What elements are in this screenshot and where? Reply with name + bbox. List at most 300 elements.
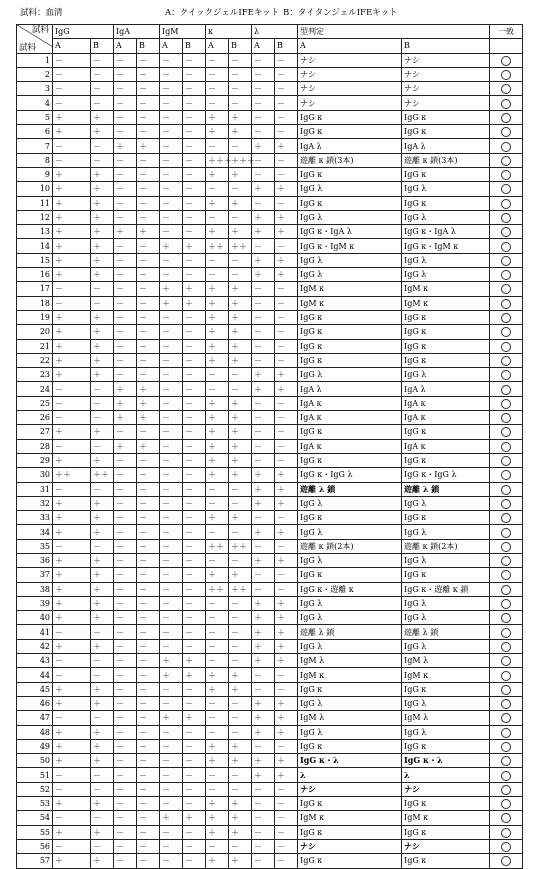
- marker-cell: ＋: [114, 139, 137, 153]
- marker-cell: ＋: [53, 496, 91, 510]
- sub-kappa-a: A: [206, 39, 229, 53]
- sample-number: 41: [17, 625, 53, 639]
- sample-number: 13: [17, 225, 53, 239]
- marker-cell: －: [137, 153, 160, 167]
- agreement-cell: [490, 654, 523, 668]
- marker-cell: ＋: [137, 139, 160, 153]
- agreement-cell: [490, 268, 523, 282]
- marker-cell: －: [114, 182, 137, 196]
- marker-cell: －: [114, 425, 137, 439]
- type-a-cell: IgG κ・IgA λ: [298, 225, 402, 239]
- marker-cell: －: [252, 825, 275, 839]
- marker-cell: －: [114, 253, 137, 267]
- marker-cell: ＋: [229, 167, 252, 181]
- agreement-cell: [490, 411, 523, 425]
- marker-cell: ＋: [252, 139, 275, 153]
- type-b-cell: IgG κ: [402, 568, 490, 582]
- marker-cell: －: [137, 754, 160, 768]
- sample-number: 6: [17, 125, 53, 139]
- sample-number: 21: [17, 339, 53, 353]
- agreement-circle-icon: [501, 556, 511, 566]
- type-b-cell: ナシ: [402, 67, 490, 81]
- marker-cell: －: [275, 582, 298, 596]
- marker-cell: ＋: [252, 210, 275, 224]
- marker-cell: ＋: [252, 382, 275, 396]
- agreement-circle-icon: [501, 513, 511, 523]
- table-row: [17, 782, 523, 796]
- marker-cell: －: [229, 725, 252, 739]
- marker-cell: ＋: [252, 553, 275, 567]
- marker-cell: －: [137, 797, 160, 811]
- marker-cell: ＋: [137, 225, 160, 239]
- sample-number: 47: [17, 711, 53, 725]
- marker-cell: －: [160, 468, 183, 482]
- type-a-cell: IgM λ: [298, 654, 402, 668]
- marker-cell: －: [160, 596, 183, 610]
- marker-cell: ＋: [206, 225, 229, 239]
- marker-cell: －: [183, 553, 206, 567]
- sub-igm-b: B: [183, 39, 206, 53]
- header-kappa: κ: [206, 25, 252, 39]
- marker-cell: ＋: [206, 425, 229, 439]
- marker-cell: －: [160, 754, 183, 768]
- marker-cell: ＋: [206, 125, 229, 139]
- marker-cell: －: [206, 53, 229, 67]
- agreement-circle-icon: [501, 570, 511, 580]
- marker-cell: －: [183, 125, 206, 139]
- marker-cell: －: [183, 411, 206, 425]
- type-b-cell: IgG λ: [402, 253, 490, 267]
- marker-cell: ＋: [275, 596, 298, 610]
- marker-cell: －: [53, 282, 91, 296]
- marker-cell: －: [137, 596, 160, 610]
- marker-cell: ＋: [91, 196, 114, 210]
- marker-cell: －: [114, 711, 137, 725]
- agreement-cell: [490, 96, 523, 110]
- agreement-cell: [490, 797, 523, 811]
- sample-number: 52: [17, 782, 53, 796]
- marker-cell: ＋: [53, 239, 91, 253]
- agreement-cell: [490, 696, 523, 710]
- type-a-cell: IgG κ: [298, 110, 402, 124]
- marker-cell: －: [183, 754, 206, 768]
- agreement-circle-icon: [501, 156, 511, 166]
- marker-cell: ＋: [252, 725, 275, 739]
- marker-cell: ＋: [252, 596, 275, 610]
- type-a-cell: IgM κ: [298, 282, 402, 296]
- marker-cell: ＋: [275, 225, 298, 239]
- type-b-cell: IgG κ: [402, 196, 490, 210]
- agreement-circle-icon: [501, 227, 511, 237]
- marker-cell: －: [137, 639, 160, 653]
- marker-cell: －: [53, 768, 91, 782]
- marker-cell: －: [137, 696, 160, 710]
- marker-cell: ＋: [275, 553, 298, 567]
- marker-cell: ＋: [160, 239, 183, 253]
- sub-iga-b: B: [137, 39, 160, 53]
- sample-number: 1: [17, 53, 53, 67]
- marker-cell: －: [91, 782, 114, 796]
- marker-cell: －: [160, 96, 183, 110]
- marker-cell: －: [53, 139, 91, 153]
- agreement-circle-icon: [501, 470, 511, 480]
- marker-cell: ＋: [53, 639, 91, 653]
- marker-cell: ＋: [53, 110, 91, 124]
- agreement-circle-icon: [501, 542, 511, 552]
- marker-cell: －: [206, 611, 229, 625]
- marker-cell: ＋: [206, 296, 229, 310]
- sample-number: 10: [17, 182, 53, 196]
- marker-cell: ＋: [206, 411, 229, 425]
- sample-number: 37: [17, 568, 53, 582]
- marker-cell: ＋: [137, 439, 160, 453]
- marker-cell: ＋: [206, 825, 229, 839]
- marker-cell: －: [275, 797, 298, 811]
- marker-cell: －: [91, 625, 114, 639]
- marker-cell: －: [160, 325, 183, 339]
- table-row: [17, 568, 523, 582]
- marker-cell: －: [252, 568, 275, 582]
- type-b-cell: IgA κ: [402, 396, 490, 410]
- marker-cell: ＋: [183, 654, 206, 668]
- marker-cell: －: [160, 725, 183, 739]
- marker-cell: ＋: [229, 339, 252, 353]
- marker-cell: －: [137, 482, 160, 496]
- marker-cell: －: [229, 696, 252, 710]
- marker-cell: ＋: [275, 268, 298, 282]
- marker-cell: ＋: [183, 668, 206, 682]
- sample-number: 33: [17, 511, 53, 525]
- agreement-cell: [490, 582, 523, 596]
- marker-cell: －: [53, 711, 91, 725]
- agreement-cell: [490, 396, 523, 410]
- marker-cell: －: [114, 296, 137, 310]
- agreement-circle-icon: [501, 685, 511, 695]
- marker-cell: －: [183, 368, 206, 382]
- marker-cell: ＋: [91, 368, 114, 382]
- marker-cell: －: [206, 182, 229, 196]
- type-b-cell: IgG κ: [402, 453, 490, 467]
- marker-cell: －: [114, 210, 137, 224]
- marker-cell: －: [275, 53, 298, 67]
- marker-cell: －: [183, 625, 206, 639]
- agreement-circle-icon: [501, 270, 511, 280]
- type-b-cell: IgG λ: [402, 525, 490, 539]
- agreement-circle-icon: [501, 671, 511, 681]
- marker-cell: －: [183, 268, 206, 282]
- agreement-circle-icon: [501, 499, 511, 509]
- marker-cell: －: [229, 268, 252, 282]
- sample-number: 24: [17, 382, 53, 396]
- table-row: [17, 153, 523, 167]
- sample-number: 17: [17, 282, 53, 296]
- marker-cell: －: [137, 468, 160, 482]
- marker-cell: －: [137, 568, 160, 582]
- marker-cell: －: [229, 368, 252, 382]
- marker-cell: －: [114, 482, 137, 496]
- marker-cell: ＋: [53, 553, 91, 567]
- marker-cell: ＋: [206, 110, 229, 124]
- table-row: [17, 682, 523, 696]
- marker-cell: －: [252, 668, 275, 682]
- marker-cell: －: [183, 67, 206, 81]
- type-a-cell: IgG κ: [298, 425, 402, 439]
- marker-cell: －: [275, 296, 298, 310]
- table-row: [17, 396, 523, 410]
- marker-cell: －: [114, 511, 137, 525]
- marker-cell: －: [206, 696, 229, 710]
- type-b-cell: IgG λ: [402, 725, 490, 739]
- agreement-circle-icon: [501, 599, 511, 609]
- marker-cell: ＋: [252, 225, 275, 239]
- agreement-cell: [490, 511, 523, 525]
- marker-cell: ＋: [53, 525, 91, 539]
- results-table: [16, 24, 523, 869]
- agreement-cell: [490, 253, 523, 267]
- type-a-cell: 遊離 κ 鎖(3本): [298, 153, 402, 167]
- marker-cell: －: [275, 739, 298, 753]
- marker-cell: ＋: [114, 439, 137, 453]
- marker-cell: ＋: [137, 382, 160, 396]
- type-b-cell: IgG λ: [402, 696, 490, 710]
- table-row: [17, 768, 523, 782]
- marker-cell: －: [275, 439, 298, 453]
- marker-cell: ＋: [91, 682, 114, 696]
- marker-cell: ＋: [91, 596, 114, 610]
- marker-cell: －: [229, 482, 252, 496]
- table-row: [17, 296, 523, 310]
- marker-cell: －: [252, 739, 275, 753]
- marker-cell: ＋: [275, 468, 298, 482]
- marker-cell: ＋: [53, 325, 91, 339]
- marker-cell: －: [53, 439, 91, 453]
- marker-cell: －: [53, 668, 91, 682]
- marker-cell: －: [137, 854, 160, 868]
- table-row: [17, 339, 523, 353]
- marker-cell: ＋: [53, 339, 91, 353]
- marker-cell: －: [183, 382, 206, 396]
- marker-cell: －: [137, 310, 160, 324]
- marker-cell: ＋: [206, 196, 229, 210]
- marker-cell: ＋: [91, 639, 114, 653]
- marker-cell: －: [229, 839, 252, 853]
- marker-cell: ＋: [275, 625, 298, 639]
- marker-cell: －: [252, 511, 275, 525]
- type-b-cell: IgA λ: [402, 382, 490, 396]
- marker-cell: －: [183, 639, 206, 653]
- sample-number: 44: [17, 668, 53, 682]
- marker-cell: －: [160, 825, 183, 839]
- table-row: [17, 353, 523, 367]
- type-b-cell: 遊離 λ 鎖: [402, 482, 490, 496]
- marker-cell: －: [275, 396, 298, 410]
- marker-cell: －: [252, 296, 275, 310]
- marker-cell: －: [160, 139, 183, 153]
- marker-cell: ＋: [137, 396, 160, 410]
- marker-cell: －: [183, 353, 206, 367]
- agreement-cell: [490, 382, 523, 396]
- type-a-cell: IgG κ: [298, 825, 402, 839]
- agreement-cell: [490, 310, 523, 324]
- table-row: [17, 139, 523, 153]
- marker-cell: －: [114, 639, 137, 653]
- marker-cell: －: [183, 225, 206, 239]
- marker-cell: －: [252, 411, 275, 425]
- marker-cell: －: [275, 125, 298, 139]
- marker-cell: ＋: [91, 453, 114, 467]
- sample-number: 29: [17, 453, 53, 467]
- type-a-cell: IgG λ: [298, 611, 402, 625]
- marker-cell: －: [91, 439, 114, 453]
- agreement-circle-icon: [501, 284, 511, 294]
- marker-cell: ＋: [91, 325, 114, 339]
- agreement-cell: [490, 468, 523, 482]
- type-b-cell: IgA κ: [402, 411, 490, 425]
- marker-cell: －: [137, 368, 160, 382]
- marker-cell: －: [114, 539, 137, 553]
- agreement-cell: [490, 668, 523, 682]
- marker-cell: －: [137, 325, 160, 339]
- type-b-cell: IgG κ: [402, 325, 490, 339]
- agreement-cell: [490, 711, 523, 725]
- agreement-cell: [490, 854, 523, 868]
- sample-number: 30: [17, 468, 53, 482]
- marker-cell: －: [229, 67, 252, 81]
- marker-cell: ＋: [91, 253, 114, 267]
- agreement-circle-icon: [501, 213, 511, 223]
- marker-cell: ＋: [229, 310, 252, 324]
- agreement-circle-icon: [501, 813, 511, 823]
- marker-cell: ＋: [229, 125, 252, 139]
- marker-cell: －: [160, 839, 183, 853]
- table-row: [17, 825, 523, 839]
- sample-number: 8: [17, 153, 53, 167]
- marker-cell: －: [252, 854, 275, 868]
- marker-cell: ＋: [275, 253, 298, 267]
- table-row: [17, 282, 523, 296]
- marker-cell: －: [183, 82, 206, 96]
- type-a-cell: IgG λ: [298, 696, 402, 710]
- type-a-cell: IgM κ: [298, 811, 402, 825]
- marker-cell: －: [114, 468, 137, 482]
- type-b-cell: IgG λ: [402, 596, 490, 610]
- agreement-cell: [490, 682, 523, 696]
- marker-cell: －: [229, 654, 252, 668]
- marker-cell: －: [160, 411, 183, 425]
- type-b-cell: ナシ: [402, 96, 490, 110]
- marker-cell: －: [53, 82, 91, 96]
- marker-cell: －: [91, 411, 114, 425]
- marker-cell: ＋: [229, 425, 252, 439]
- table-row: [17, 268, 523, 282]
- agreement-cell: [490, 768, 523, 782]
- type-a-cell: IgG λ: [298, 210, 402, 224]
- marker-cell: －: [183, 196, 206, 210]
- marker-cell: －: [91, 811, 114, 825]
- marker-cell: －: [114, 654, 137, 668]
- marker-cell: －: [183, 482, 206, 496]
- agreement-cell: [490, 525, 523, 539]
- marker-cell: －: [183, 768, 206, 782]
- marker-cell: ＋: [252, 496, 275, 510]
- marker-cell: －: [91, 296, 114, 310]
- marker-cell: －: [160, 368, 183, 382]
- marker-cell: －: [137, 782, 160, 796]
- marker-cell: ＋: [53, 167, 91, 181]
- marker-cell: ＋: [252, 639, 275, 653]
- marker-cell: ＋: [229, 296, 252, 310]
- marker-cell: ＋: [206, 668, 229, 682]
- sample-number: 11: [17, 196, 53, 210]
- marker-cell: －: [206, 382, 229, 396]
- marker-cell: －: [229, 553, 252, 567]
- marker-cell: ＋: [229, 754, 252, 768]
- agreement-circle-icon: [501, 613, 511, 623]
- marker-cell: －: [206, 654, 229, 668]
- table-row: [17, 110, 523, 124]
- sub-type-a: A: [298, 39, 402, 53]
- marker-cell: －: [137, 539, 160, 553]
- type-b-cell: ナシ: [402, 839, 490, 853]
- table-row: [17, 53, 523, 67]
- marker-cell: －: [275, 511, 298, 525]
- table-row: [17, 439, 523, 453]
- marker-cell: ＋: [275, 654, 298, 668]
- agreement-circle-icon: [501, 728, 511, 738]
- marker-cell: ＋: [53, 268, 91, 282]
- marker-cell: －: [137, 67, 160, 81]
- marker-cell: －: [252, 110, 275, 124]
- results-table-container: [16, 24, 522, 866]
- marker-cell: －: [160, 182, 183, 196]
- marker-cell: ＋: [229, 110, 252, 124]
- marker-cell: －: [137, 682, 160, 696]
- marker-cell: －: [275, 854, 298, 868]
- marker-cell: ＋: [91, 696, 114, 710]
- marker-cell: －: [137, 453, 160, 467]
- table-row: [17, 210, 523, 224]
- marker-cell: －: [137, 182, 160, 196]
- marker-cell: －: [137, 239, 160, 253]
- type-a-cell: 遊離 λ 鎖: [298, 625, 402, 639]
- marker-cell: ＋: [229, 325, 252, 339]
- type-b-cell: IgG κ: [402, 511, 490, 525]
- agreement-cell: [490, 811, 523, 825]
- type-a-cell: IgG λ: [298, 553, 402, 567]
- marker-cell: －: [137, 625, 160, 639]
- marker-cell: ＋: [91, 239, 114, 253]
- marker-cell: －: [206, 482, 229, 496]
- marker-cell: －: [114, 825, 137, 839]
- type-a-cell: IgG κ: [298, 353, 402, 367]
- marker-cell: ＋: [91, 582, 114, 596]
- table-row: [17, 82, 523, 96]
- type-a-cell: IgG κ: [298, 325, 402, 339]
- marker-cell: －: [252, 67, 275, 81]
- sample-number: 50: [17, 754, 53, 768]
- type-b-cell: IgM λ: [402, 711, 490, 725]
- header-row-groups: [17, 25, 523, 39]
- agreement-circle-icon: [501, 184, 511, 194]
- marker-cell: ＋: [91, 797, 114, 811]
- marker-cell: ＋: [275, 139, 298, 153]
- marker-cell: －: [252, 125, 275, 139]
- marker-cell: ＋: [252, 711, 275, 725]
- marker-cell: －: [91, 382, 114, 396]
- marker-cell: －: [160, 682, 183, 696]
- type-a-cell: IgM κ: [298, 668, 402, 682]
- marker-cell: ＋: [229, 854, 252, 868]
